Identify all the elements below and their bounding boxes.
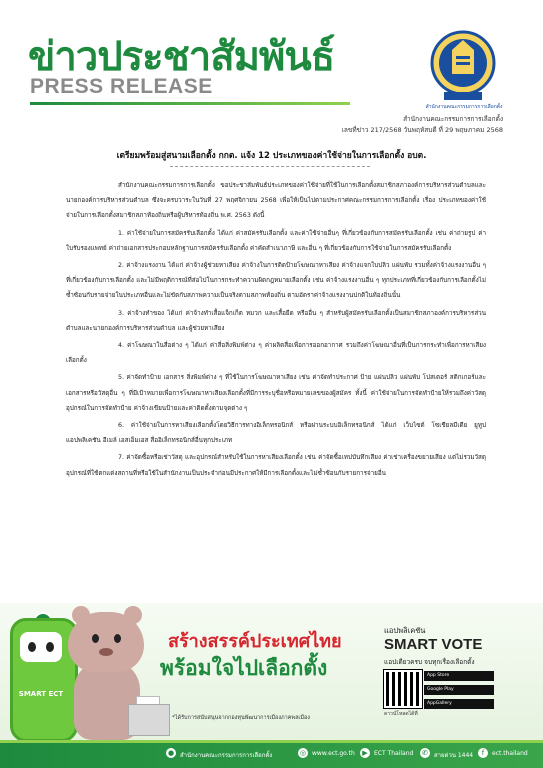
phone-icon: ✆ xyxy=(420,748,430,758)
ect-icon: ● xyxy=(167,749,175,757)
bear-mascot-nose-icon xyxy=(99,648,113,656)
app-name: SMART VOTE xyxy=(384,636,483,653)
slogan-line-1: สร้างสรรค์ประเทศไทย xyxy=(168,631,342,652)
ballot-box-icon xyxy=(128,704,170,736)
expense-item-7: 7. ค่าจัดซื้อหรือเช่าวัสดุ และอุปกรณ์สำหรับใช้ในการหาเสียงเลือกตั้ง เช่น ค่าจัดซื้อเทปบันทึกเสียง ค่าเช่าเครื่องขยายเสียง แต่ไม่รวมวัสดุอุปกรณ์ที่ใช้ตกแต่งสถานที่หรือใช้ในสำนักงานเป็นประจำก่อนมีประกาศให้มีการเลือกตั้งและไม่ซ้ำซ้อนกับรายการจ่ายอื่น xyxy=(66,454,486,477)
footer-office: สำนักงานคณะกรรมการการเลือกตั้ง xyxy=(180,752,273,759)
phone-mascot-eye-icon xyxy=(28,642,36,652)
ect-logo-icon xyxy=(430,30,496,104)
phone-mascot-screen xyxy=(20,632,62,662)
banner-footnote: *ได้รับการสนับสนุนจากกองทุนพัฒนาการเมืองภาคพลเมือง xyxy=(172,715,310,721)
bear-mascot-icon xyxy=(68,612,144,672)
footer-youtube-link[interactable]: ECT Thailand xyxy=(374,750,414,757)
headline-divider xyxy=(170,166,370,167)
app-store-badge[interactable]: App Store xyxy=(424,671,494,681)
footer-website-link[interactable]: www.ect.go.th xyxy=(312,750,355,757)
phone-mascot-eye-icon xyxy=(46,642,54,652)
expense-item-5: 5. ค่าจัดทำป้าย เอกสาร สิ่งพิมพ์ต่าง ๆ ที่ใช้ในการโฆษณาหาเสียง เช่น ค่าจัดทำประกาศ ป้าย แผ่นปลิว แผ่นพับ โปสเตอร์ สติกเกอร์และเอกสารหรือวัสดุอื่น ๆ ที่มีเป้าหมายเพื่อการโฆษณาหาเสียงเลือกตั้งที่มีการระบุชื่อหรือหมายเลขของผู้สมัคร ทั้งนี้ ค่าใช้จ่ายในการจัดทำป้ายให้รวมถึงค่าวัสดุอุปกรณ์ในการจัดทำป้าย ค่าจ้างเขียนป้ายและค่าติดตั้งตามจุดต่าง ๆ xyxy=(66,374,486,412)
expense-item-6: 6. ค่าใช้จ่ายในการหาเสียงเลือกตั้งโดยวิธีการทางอิเล็กทรอนิกส์ หรือผ่านระบบอิเล็กทรอนิกส์ ได้แก่ เว็บไซต์ โซเชียลมีเดีย ยูทูป แอปพลิเคชัน อีเมล์ เอสเอ็มเอส สื่ออิเล็กทรอนิกส์อื่นทุกประเภท xyxy=(66,422,486,445)
press-title-english: PRESS RELEASE xyxy=(30,75,213,98)
facebook-icon: f xyxy=(478,748,488,758)
expense-item-4: 4. ค่าโฆษณาในสื่อต่าง ๆ ได้แก่ ค่าสื่อสิ่งพิมพ์ต่าง ๆ ค่าผลิตสื่อเพื่อการออกอากาศ รวมถึงค่าโฆษณาอื่นที่เป็นการกระทำเพื่อการหาเสียงเลือกตั้ง xyxy=(66,342,486,365)
mascot-label: SMART ECT xyxy=(18,690,64,698)
bear-mascot-eye-icon xyxy=(114,634,121,643)
expense-item-2: 2. ค่าจ้างแรงงาน ได้แก่ ค่าจ้างผู้ช่วยหาเสียง ค่าจ้างในการติดป้ายโฆษณาหาเสียง ค่าจ้างแจกใบปลิว แผ่นพับ รวมทั้งค่าจ้างแรงงานอื่น ๆ ที่เกี่ยวข้องกับการเลือกตั้ง และไม่มีพฤติการณ์ที่ส่อไปในการกระทำความผิดกฎหมายเลือกตั้ง เช่น ค่าจ้างแรงงานอื่น ๆ ทุกประเภทที่เกี่ยวข้องกับการเลือกตั้งไม่ซ้ำซ้อนกับรายจ่ายในประเภทอื่นและไม่ขัดกับสภาพความเป็นจริงตามสภาพท้องถิ่น ตามอัตราค่าจ้างแรงงานปกติในท้องถิ่นนั้น xyxy=(66,262,486,300)
globe-icon: ◎ xyxy=(299,749,307,757)
intro-paragraph: สำนักงานคณะกรรมการการเลือกตั้ง ขอประชาสัมพันธ์ประเภทของค่าใช้จ่ายที่ใช้ในการเลือกตั้งสมาชิกสภาองค์การบริหารส่วนตำบลและนายกองค์การบริหารส่วนตำบล ซึ่งจะครบวาระในวันที่ 27 พฤศจิกายน 2568 เพื่อให้เป็นไปตามประกาศคณะกรรมการการเลือกตั้ง เรื่อง ประเภทของค่าใช้จ่ายในการเลือกตั้งสมาชิกสภาท้องถิ่นหรือผู้บริหารท้องถิ่น พ.ศ. 2563 ดังนี้ xyxy=(66,182,486,220)
bear-mascot-eye-icon xyxy=(92,634,99,643)
logo-caption: สำนักงานคณะกรรมการการเลือกตั้ง xyxy=(425,104,503,110)
slogan-line-2: พร้อมใจไปเลือกตั้ง xyxy=(160,656,328,680)
footer-social-link[interactable]: ect.thailand xyxy=(492,750,528,757)
press-title-thai: ข่าวประชาสัมพันธ์ xyxy=(28,34,335,80)
footer-hotline[interactable]: สายด่วน 1444 xyxy=(434,752,474,759)
news-body xyxy=(66,178,486,483)
issuing-office: สำนักงานคณะกรรมการการเลือกตั้ง xyxy=(403,115,503,123)
google-play-badge[interactable]: Google Play xyxy=(424,685,494,695)
app-gallery-badge[interactable]: AppGallery xyxy=(424,699,494,709)
expense-item-1: 1. ค่าใช้จ่ายในการสมัครรับเลือกตั้ง ได้แก่ ค่าสมัครรับเลือกตั้ง และค่าใช้จ่ายอื่นๆ ที่เกี่ยวข้องกับการสมัครรับเลือกตั้ง เช่น ค่าถ่ายรูป ค่าใบรับรองแพทย์ ค่าถ่ายเอกสารประกอบหลักฐานการสมัครรับเลือกตั้ง ค่าคัดสำเนาภาษี และอื่น ๆ ที่เกี่ยวข้องกับการใช้จ่ายในการสมัครรับเลือกตั้ง xyxy=(66,229,486,252)
news-headline: เตรียมพร้อมสู่สนามเลือกตั้ง กกต. แจ้ง 12 ประเภทของค่าใช้จ่ายในการเลือกตั้ง อบต. xyxy=(116,151,427,161)
app-caption: แอปพลิเคชัน xyxy=(384,626,426,635)
youtube-icon: ▶ xyxy=(360,748,370,758)
qr-code-icon[interactable] xyxy=(384,670,422,708)
release-number-date: เลขที่ข่าว 217/2568 วันพฤหัสบดี ที่ 29 พฤษภาคม 2568 xyxy=(341,126,503,134)
footer-accent xyxy=(0,740,543,743)
download-caption: ดาวน์โหลดได้ที่ xyxy=(384,711,418,717)
expense-item-3: 3. ค่าจ้างทำของ ได้แก่ ค่าจ้างทำเสื้อแจ็กเก็ต หมวก และเสื้อยืด หรืออื่น ๆ สำหรับผู้สมัครรับเลือกตั้งเป็นสมาชิกสภาองค์การบริหารส่วนตำบลและนายกองค์การบริหารส่วนตำบล และผู้ช่วยหาเสียง xyxy=(66,309,486,332)
press-header xyxy=(0,0,543,134)
app-tagline: แอปเดียวครบ จบทุกเรื่องเลือกตั้ง xyxy=(384,658,475,666)
header-accent-bar xyxy=(30,102,350,105)
